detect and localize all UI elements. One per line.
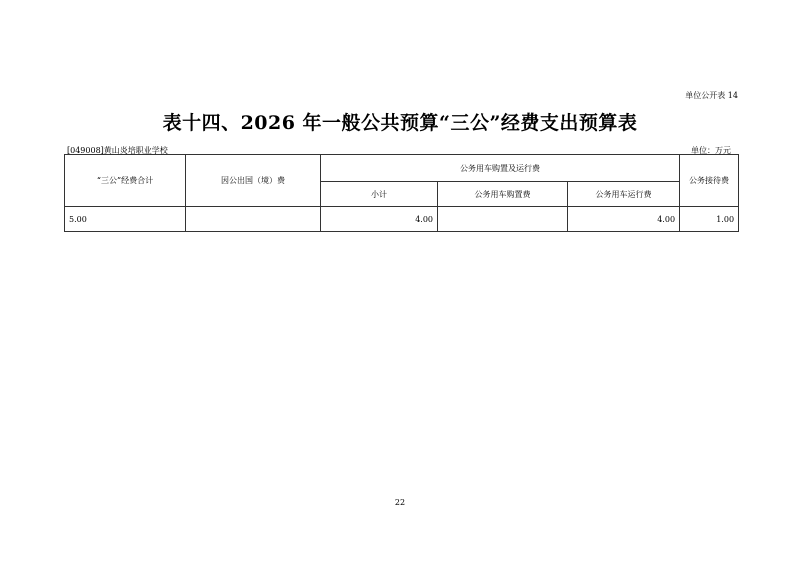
table-row: [65, 207, 739, 232]
budget-table: [64, 154, 739, 232]
cell-vehicle-subtotal: 4.00: [321, 207, 438, 232]
header-reception: 公务接待费: [680, 155, 739, 207]
header-row-1: [65, 155, 739, 182]
cell-reception: 1.00: [680, 207, 739, 232]
page-number: 22: [394, 498, 406, 507]
cell-vehicle-purchase: [438, 207, 568, 232]
header-vehicle-group: 公务用车购置及运行费: [321, 155, 680, 182]
cell-vehicle-operation: 4.00: [568, 207, 680, 232]
header-abroad: 因公出国（境）费: [186, 155, 321, 207]
header-vehicle-subtotal: 小计: [321, 182, 438, 207]
header-vehicle-purchase: 公务用车购置费: [438, 182, 568, 207]
header-vehicle-operation: 公务用车运行费: [568, 182, 680, 207]
header-total: “三公”经费合计: [65, 155, 186, 207]
cell-abroad: [186, 207, 321, 232]
unit-label: 单位：万元: [691, 146, 731, 155]
org-name: [049008]黄山炎培职业学校: [67, 146, 168, 155]
page-code: 单位公开表 14: [685, 91, 738, 100]
page-title: 表十四、2026 年一般公共预算“三公”经费支出预算表: [162, 112, 638, 134]
cell-total: 5.00: [65, 207, 186, 232]
